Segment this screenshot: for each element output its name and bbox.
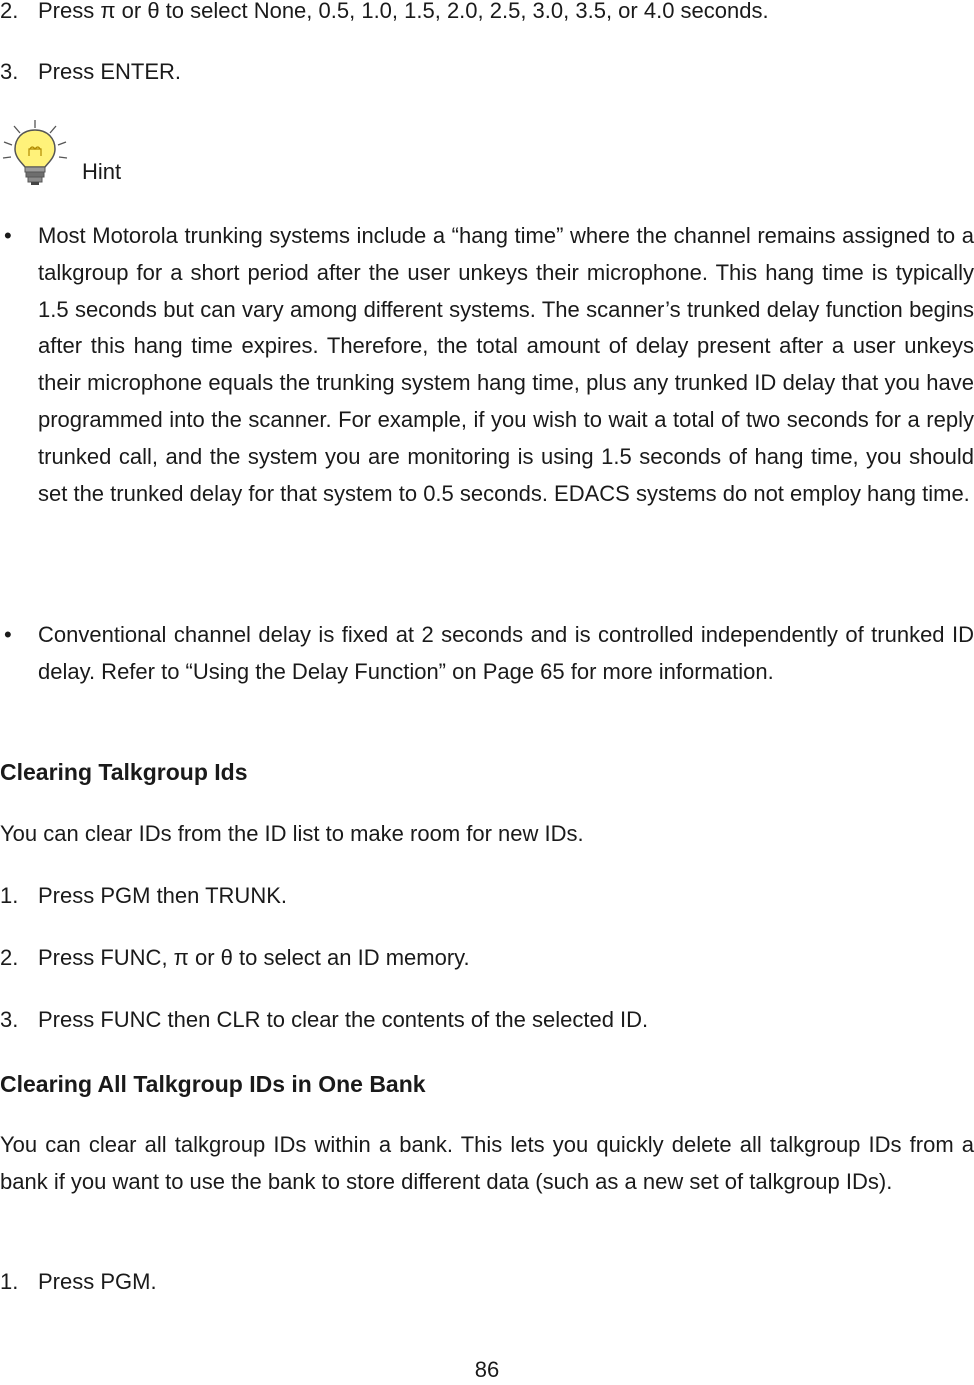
step-text: Press π or θ to select None, 0.5, 1.0, 1.5, 2.0, 2.5, 3.0, 3.5, or 4.0 seconds. (38, 0, 769, 23)
step-number: 1. (0, 1269, 19, 1294)
section-intro: You can clear IDs from the ID list to make room for new IDs. (0, 821, 584, 846)
step-text: Press PGM. (38, 1269, 157, 1294)
section-heading: Clearing Talkgroup Ids (0, 759, 248, 785)
page-number: 86 (474, 1357, 500, 1382)
step-number: 3. (0, 1007, 19, 1032)
step-number: 2. (0, 0, 19, 23)
step-number: 3. (0, 59, 19, 84)
bullet-text: Most Motorola trunking systems include a “hang time” where the channel remains assigned to a talkgroup for a short period after the user unkeys their microphone. This hang time is typically 1.5 seconds but can vary among different systems. The scanner’s trunked delay function begins after this hang time expires. Therefore, the total amount of delay present after a user unkeys their microphone equals the trunking system hang time, plus any trunked ID delay that you have programmed into the scanner. For example, if you wish to wait a total of two seconds for a reply trunked call, and the system you are monitoring is using 1.5 seconds of hang time, you should set the trunked delay for that system to 0.5 seconds. EDACS systems do not employ hang time. (38, 223, 974, 506)
hint-label: Hint (82, 159, 122, 184)
step-text: Press FUNC then CLR to clear the contents of the selected ID. (38, 1007, 649, 1032)
bullet-symbol: • (4, 622, 12, 647)
section-intro: You can clear all talkgroup IDs within a bank. This lets you quickly delete all talkgroup IDs from a bank if you want to use the bank to store different data (such as a new set of talkgroup IDs). (0, 1132, 974, 1194)
step-text: Press FUNC, π or θ to select an ID memory. (38, 945, 470, 970)
step-text: Press PGM then TRUNK. (38, 883, 287, 908)
step-number: 1. (0, 883, 19, 908)
bullet-symbol: • (4, 223, 12, 248)
section-heading: Clearing All Talkgroup IDs in One Bank (0, 1071, 426, 1097)
step-number: 2. (0, 945, 19, 970)
lightbulb-icon (0, 118, 70, 188)
step-text: Press ENTER. (38, 59, 182, 84)
bullet-text: Conventional channel delay is fixed at 2 seconds and is controlled independently of trunked ID delay. Refer to “Using the Delay Function” on Page 65 for more information. (38, 622, 974, 684)
